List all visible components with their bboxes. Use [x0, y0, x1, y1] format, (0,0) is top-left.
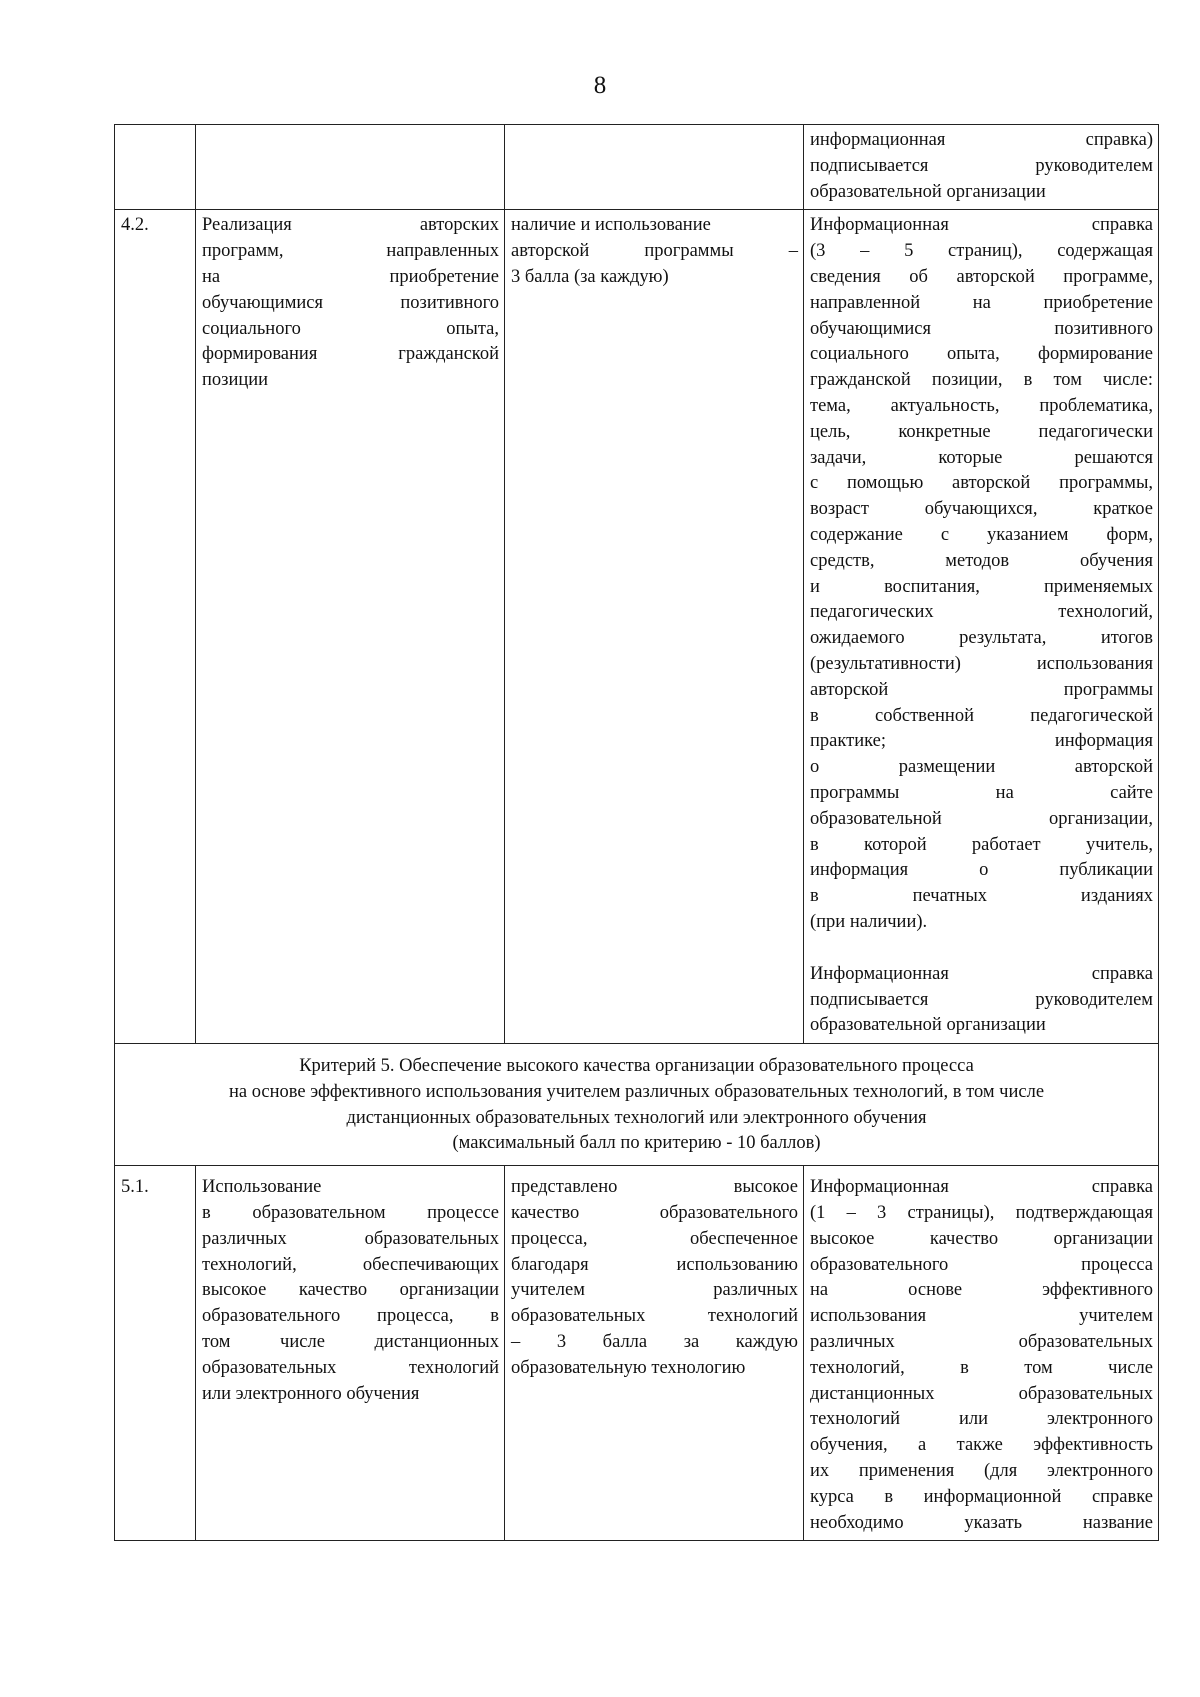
criterion-cell — [505, 210, 804, 1044]
doc-line: курса в информационной справке — [810, 1486, 1153, 1507]
number-cell: 4.2. — [115, 210, 196, 1044]
criterion-line: авторской программы – — [511, 241, 798, 262]
signature-line: Информационная справка — [810, 963, 1153, 984]
doc-line: педагогических технологий, — [810, 602, 1153, 623]
doc-line: практике; информация — [810, 731, 1153, 752]
name-line: программ, направленных — [202, 241, 499, 262]
criterion-line: процесса, обеспеченное — [511, 1228, 798, 1249]
doc-line: сведения об авторской программе, — [810, 266, 1153, 287]
doc-line: возраст обучающихся, краткое — [810, 499, 1153, 520]
table-row — [115, 1166, 1159, 1541]
page-number: 8 — [593, 72, 607, 99]
name-cell — [196, 210, 505, 1044]
doc-line: о размещении авторской — [810, 757, 1153, 778]
criterion-line: – 3 балла за каждую — [511, 1332, 798, 1353]
doc-line: направленной на приобретение — [810, 292, 1153, 313]
name-line: высокое качество организации — [202, 1280, 499, 1301]
name-cell — [196, 125, 505, 210]
doc-line: Информационная справка — [810, 1177, 1153, 1198]
doc-line: высокое качество организации — [810, 1228, 1153, 1249]
doc-line: информационная справка) — [810, 130, 1153, 150]
number-cell: 5.1. — [115, 1166, 196, 1541]
criterion-cell — [505, 1166, 804, 1541]
documentation-cell — [804, 1166, 1159, 1541]
table-row — [115, 210, 1159, 1044]
doc-line: необходимо указать название — [810, 1512, 1153, 1533]
doc-line: в печатных изданиях — [810, 886, 1153, 907]
signature-line: образовательной организации — [810, 1015, 1046, 1036]
criterion-line: учителем различных — [511, 1280, 798, 1301]
doc-line: информация о публикации — [810, 860, 1153, 881]
doc-line: (результативности) использования — [810, 653, 1153, 674]
paragraph-gap — [810, 936, 1153, 962]
criterion-line: качество образовательного — [511, 1203, 798, 1224]
doc-line: гражданской позиции, в том числе: — [810, 370, 1153, 391]
name-line: на приобретение — [202, 266, 499, 287]
criterion-line: наличие и использование — [511, 215, 711, 236]
documentation-cell — [804, 125, 1159, 210]
doc-line: социального опыта, формирование — [810, 344, 1153, 365]
name-line: Использование — [202, 1177, 322, 1198]
doc-line: Информационная справка — [810, 215, 1153, 236]
signature-line: подписывается руководителем — [810, 989, 1153, 1010]
name-line: формирования гражданской — [202, 344, 499, 365]
doc-line: технологий, в том числе — [810, 1357, 1153, 1378]
name-line: обучающимися позитивного — [202, 292, 499, 313]
criterion-line: образовательную технологию — [511, 1357, 746, 1378]
name-line: технологий, обеспечивающих — [202, 1254, 499, 1275]
doc-line: (1 – 3 страницы), подтверждающая — [810, 1203, 1153, 1224]
doc-line: образовательной организации, — [810, 808, 1153, 829]
doc-line: на основе эффективного — [810, 1280, 1153, 1301]
doc-line: цель, конкретные педагогически — [810, 421, 1153, 442]
criterion-heading-line: (максимальный балл по критерию - 10 баллов) — [452, 1133, 821, 1154]
criterion-heading-line: дистанционных образовательных технологий или электронного обучения — [346, 1107, 927, 1128]
doc-line: авторской программы — [810, 679, 1153, 700]
criterion-line: благодаря использованию — [511, 1254, 798, 1275]
criterion-header-row — [115, 1044, 1159, 1166]
doc-line: в которой работает учитель, — [810, 834, 1153, 855]
doc-line: в собственной педагогической — [810, 705, 1153, 726]
criterion-heading-line: на основе эффективного использования учителем различных образовательных технологий, в том числе — [228, 1081, 1045, 1102]
doc-line: и воспитания, применяемых — [810, 576, 1153, 597]
name-line: Реализация авторских — [202, 215, 499, 236]
name-cell — [196, 1166, 505, 1541]
doc-line: тема, актуальность, проблематика, — [810, 395, 1153, 416]
doc-line: программы на сайте — [810, 782, 1153, 803]
doc-line: ожидаемого результата, итогов — [810, 628, 1153, 649]
doc-line: образовательного процесса — [810, 1254, 1153, 1275]
criterion-line: образовательных технологий — [511, 1306, 798, 1327]
criterion-heading-line: Критерий 5. Обеспечение высокого качества организации образовательного процесса — [299, 1056, 974, 1077]
criteria-table — [114, 124, 1159, 1541]
criterion-cell — [505, 125, 804, 210]
doc-line: их применения (для электронного — [810, 1461, 1153, 1482]
doc-line: содержание с указанием форм, — [810, 524, 1153, 545]
criterion-5-heading — [115, 1044, 1159, 1166]
doc-line: обучающимися позитивного — [810, 318, 1153, 339]
number-cell — [115, 125, 196, 210]
doc-line: различных образовательных — [810, 1332, 1153, 1353]
doc-line: задачи, которые решаются — [810, 447, 1153, 468]
name-line: различных образовательных — [202, 1228, 499, 1249]
doc-line: (при наличии). — [810, 911, 928, 932]
name-line: социального опыта, — [202, 318, 499, 339]
doc-line: технологий или электронного — [810, 1409, 1153, 1430]
name-line: или электронного обучения — [202, 1383, 420, 1404]
documentation-cell — [804, 210, 1159, 1044]
doc-line: средств, методов обучения — [810, 550, 1153, 571]
doc-line: образовательной организации — [810, 181, 1046, 202]
doc-line: подписывается руководителем — [810, 155, 1153, 176]
name-line: позиции — [202, 370, 269, 391]
doc-line: обучения, а также эффективность — [810, 1435, 1153, 1456]
doc-line: (3 – 5 страниц), содержащая — [810, 241, 1153, 262]
criterion-line: представлено высокое — [511, 1177, 798, 1198]
doc-line: использования учителем — [810, 1306, 1153, 1327]
doc-line: с помощью авторской программы, — [810, 473, 1153, 494]
doc-line: дистанционных образовательных — [810, 1383, 1153, 1404]
name-line: том числе дистанционных — [202, 1332, 499, 1353]
criterion-line: 3 балла (за каждую) — [511, 266, 669, 287]
name-line: в образовательном процессе — [202, 1203, 499, 1224]
table-row — [115, 125, 1159, 210]
name-line: образовательного процесса, в — [202, 1306, 499, 1327]
name-line: образовательных технологий — [202, 1357, 499, 1378]
